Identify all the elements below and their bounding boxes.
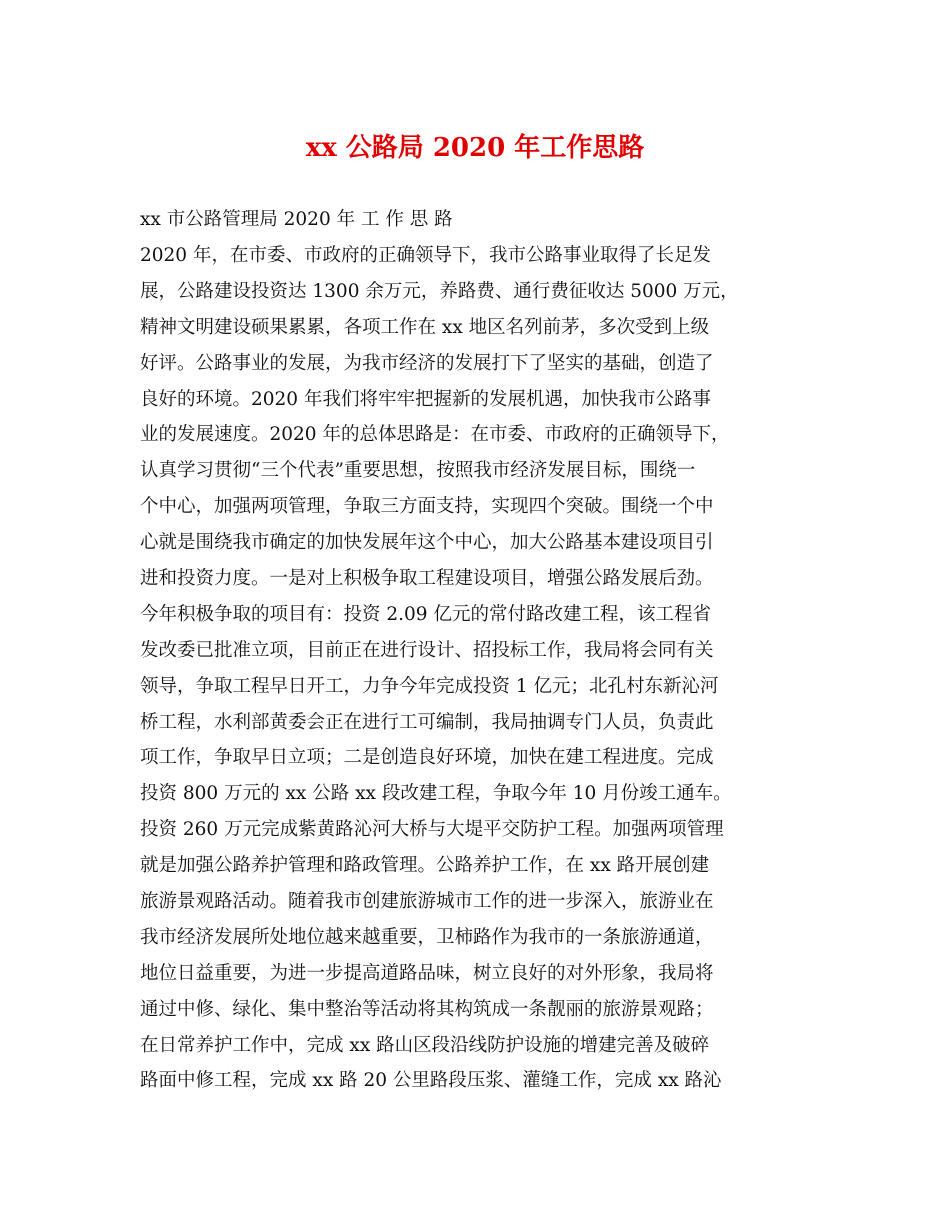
body-line: 我市经济发展所处地位越来越重要，卫柿路作为我市的一条旅游通道，	[140, 926, 714, 948]
body-line: 投资 800 万元的 xx 公路 xx 段改建工程，争取今年 10 月份竣工通车。	[140, 783, 732, 805]
body-line: 好评。公路事业的发展，为我市经济的发展打下了坚实的基础，创造了	[140, 352, 714, 374]
document-body	[140, 238, 820, 1099]
body-line: 桥工程，水利部黄委会正在进行工可编制，我局抽调专门人员，负责此	[140, 711, 714, 733]
body-line: 项工作，争取早日立项；二是创造良好环境，加快在建工程进度。完成	[140, 747, 714, 769]
body-line: 进和投资力度。一是对上积极争取工程建设项目，增强公路发展后劲。	[140, 568, 714, 590]
body-line: 发改委已批准立项，目前正在进行设计、招投标工作，我局将会同有关	[140, 639, 714, 661]
body-line: 路面中修工程，完成 xx 路 20 公里路段压浆、灌缝工作，完成 xx 路沁	[140, 1070, 722, 1092]
body-line: 通过中修、绿化、集中整治等活动将其构筑成一条靓丽的旅游景观路；	[140, 998, 714, 1020]
body-line: 2020 年，在市委、市政府的正确领导下，我市公路事业取得了长足发	[140, 245, 711, 266]
body-line: 领导，争取工程早日开工，力争今年完成投资 1 亿元；北孔村东新沁河	[140, 675, 719, 697]
body-line: 在日常养护工作中，完成 xx 路山区段沿线防护设施的增建完善及破碎	[140, 1034, 710, 1056]
document-title: xx 公路局 2020 年工作思路	[305, 133, 645, 163]
body-line: 认真学习贯彻“三个代表”重要思想，按照我市经济发展目标，围绕一	[140, 460, 696, 482]
body-line: 地位日益重要，为进一步提高道路品味，树立良好的对外形象，我局将	[140, 962, 714, 984]
body-line: 展，公路建设投资达 1300 余万元，养路费、通行费征收达 5000 万元，	[140, 280, 739, 302]
body-line: 心就是围绕我市确定的加快发展年这个中心，加大公路基本建设项目引	[140, 532, 714, 554]
body-line: 良好的环境。2020 年我们将牢牢把握新的发展机遇，加快我市公路事	[140, 388, 711, 410]
body-line: 个中心，加强两项管理，争取三方面支持，实现四个突破。围绕一个中	[140, 496, 714, 518]
body-line: 精神文明建设硕果累累，各项工作在 xx 地区名列前茅，多次受到上级	[140, 316, 710, 338]
body-line: 今年积极争取的项目有：投资 2.09 亿元的常付路改建工程，该工程省	[140, 603, 711, 625]
body-line: 旅游景观路活动。随着我市创建旅游城市工作的进一步深入，旅游业在	[140, 891, 714, 913]
document-subtitle: xx 市公路管理局 2020 年 工 作 思 路	[140, 209, 453, 230]
body-line: 就是加强公路养护管理和路政管理。公路养护工作，在 xx 路开展创建	[140, 855, 710, 877]
body-line: 投资 260 万元完成紫黄路沁河大桥与大堤平交防护工程。加强两项管理	[140, 819, 724, 841]
body-line: 业的发展速度。2020 年的总体思路是：在市委、市政府的正确领导下，	[140, 424, 730, 446]
